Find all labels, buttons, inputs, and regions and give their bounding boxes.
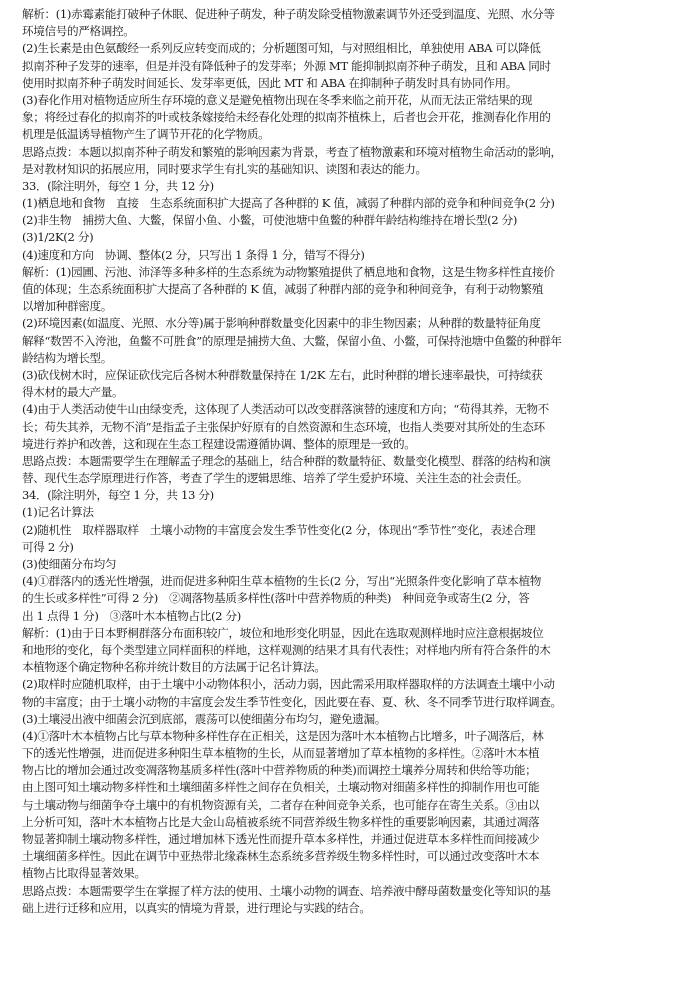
text-line: 解析：(1)由于日本野桐群落分布面积较广，坡位和地形变化明显，因此在选取观测样地时应注意根据坡位 — [22, 625, 544, 640]
text-line: (4)①落叶木本植物占比与草本物种多样性存在正相关，这是因为落叶木本植物占比增多，叶子凋落后，林 — [22, 728, 544, 743]
text-line: 以增加种群密度。 — [22, 299, 112, 314]
text-line: 与土壤动物与细菌争夺土壤中的有机物资源有关，二者存在种间竞争关系，也可能存在寄生关系。③由以 — [22, 797, 540, 812]
text-line: 本植物逐个确定物种名称并统计数目的方法属于记名计算法。 — [22, 660, 326, 675]
text-line: 龄结构为增长型。 — [22, 350, 112, 365]
text-line: 解析：(1)赤霉素能打破种子休眠、促进种子萌发，种子萌发除受植物激素调节外还受到温度、光照、水分等 — [22, 7, 555, 21]
text-line: 物的丰富度；由于土壤小动物的丰富度会发生季节性变化，因此要在春、夏、秋、冬不同季节进行取样调查。 — [22, 694, 562, 709]
text-line: 值的体现；生态系统面积扩大提高了各种群的 K 值，减弱了种群内部的竞争和种间竞争，有利于动物繁殖 — [22, 282, 543, 296]
text-line: 思路点拨：本题以拟南芥种子萌发和繁殖的影响因素为背景，考查了植物激素和环境对植物生命活动的影响， — [22, 144, 562, 159]
text-line: (3)1/2K(2 分) — [22, 230, 94, 245]
text-line: 解释“数罟不入洿池，鱼鳖不可胜食”的原理是捕捞大鱼、大鳖，保留小鱼、小鳖，可保持池塘中鱼鳖的种群年 — [22, 333, 562, 348]
text-line: 上分析可知，落叶木本植物占比是大金山岛植被系统不同营养级生物多样性的重要影响因素，其通过凋落 — [22, 814, 540, 829]
text-line: 解析：(1)园圃、污池、沛泽等多种多样的生态系统为动物繁殖提供了栖息地和食物，这是生物多样性直接价 — [22, 264, 555, 279]
text-line: (4)速度和方向 协调、整体(2 分，只写出 1 条得 1 分，错写不得分) — [22, 247, 365, 262]
text-line: (1)栖息地和食物 直接 生态系统面积扩大提高了各种群的 K 值，减弱了种群内部的竞争和种间竞争(2 分) — [22, 196, 555, 211]
text-line: 由上图可知土壤动物多样性和土壤细菌多样性之间存在负相关，土壤动物对细菌多样性的抑制作用也可能 — [22, 780, 540, 795]
answer-text-body — [22, 6, 676, 917]
text-line: 33．(除注明外，每空 1 分，共 12 分) — [22, 178, 214, 193]
text-line: (1)记名计算法 — [22, 505, 94, 520]
text-line: 土壤细菌多样性。因此在调节中亚热带北缘森林生态系统多营养级生物多样性时，可以通过改变落叶木本 — [22, 849, 540, 864]
text-line: 和地形的变化，每个类型建立同样面积的样地，这样观测的结果才具有代表性；对样地内所有符合条件的木 — [22, 642, 551, 657]
text-line: 的生长或多样性”可得 2 分) ②凋落物基质多样性(落叶中营养物质的种类) 种间竞争或寄生(2 分，答 — [22, 591, 530, 606]
text-line: (2)环境因素(如温度、光照、水分等)属于影响种群数量变化因素中的非生物因素；从种群的数量特征角度 — [22, 316, 541, 331]
text-line: (3)使细菌分布均匀 — [22, 557, 117, 571]
text-line: (2)生长素是由色氨酸经一系列反应转变而成的；分析题图可知，与对照组相比，单独使用 ABA 可以降低 — [22, 41, 541, 56]
text-line: 可得 2 分) — [22, 539, 74, 554]
text-line: 使用时拟南芥种子萌发时间延长、发芽率更低，因此 MT 和 ABA 在抑制种子萌发时具有协同作用。 — [22, 75, 517, 90]
text-line: (2)随机性 取样器取样 土壤小动物的丰富度会发生季节性变化(2 分，体现出“季节性”变化，表述合理 — [22, 522, 536, 537]
text-line: 拟南芥种子发芽的速率，但是并没有降低种子的发芽率；外源 MT 能抑制拟南芥种子萌发，且和 ABA 同时 — [22, 58, 551, 73]
text-line: (3)砍伐树木时，应保证砍伐完后各树木种群数量保持在 1/2K 左右，此时种群的增长速率最快，可持续获 — [22, 367, 543, 382]
text-line: 34．(除注明外，每空 1 分，共 13 分) — [22, 488, 214, 503]
text-line: 出 1 点得 1 分) ③落叶木本植物占比(2 分) — [22, 608, 241, 623]
text-line: (4)①群落内的透光性增强，进而促进多种阳生草本植物的生长(2 分，写出“光照条件变化影响了草本植物 — [22, 574, 541, 589]
text-line: 替、现代生态学原理进行作答，考查了学生的逻辑思维、培养了学生爱护环境、关注生态的社会责任。 — [22, 471, 528, 486]
text-line: 物显著抑制土壤动物多样性，通过增加林下透光性而提升草本多样性，并通过促进草本多样性而间接减少 — [22, 832, 540, 846]
text-line: 象；将经过春化的拟南芥的叶或枝条嫁接给未经春化处理的拟南芥植株上，后者也会开花，推测春化作用的 — [22, 110, 551, 125]
text-line: 得木材的最大产量。 — [22, 385, 124, 400]
text-line: (3)春化作用对植物适应所生存环境的意义是避免植物出现在冬季来临之前开花，从而无法正常结果的现 — [22, 92, 533, 107]
text-line: 环境信号的严格调控。 — [22, 24, 135, 39]
text-line: 机理是低温诱导植物产生了调节开花的化学物质。 — [22, 127, 270, 142]
text-line: 思路点拨：本题需要学生在理解孟子理念的基础上，结合种群的数量特征、数量变化模型、群落的结构和演 — [22, 453, 551, 468]
text-line: 长；苟失其养，无物不消”是指孟子主张保护好原有的自然资源和生态环境，也指人类要对其所处的生态环 — [22, 419, 545, 434]
text-line: 是对教材知识的拓展应用，同时要求学生有扎实的基础知识、读图和表达的能力。 — [22, 161, 427, 176]
text-line: 思路点拨：本题需要学生在掌握了样方法的使用、土壤小动物的调查、培养液中酵母菌数量变化等知识的基 — [22, 883, 551, 898]
text-line: 物占比的增加会通过改变凋落物基质多样性(落叶中营养物质的种类)而调控土壤养分周转和供给等功能； — [22, 763, 537, 778]
text-line: 础上进行迁移和应用，以真实的情境为背景，进行理论与实践的结合。 — [22, 900, 371, 915]
text-line: (2)非生物 捕捞大鱼、大鳖，保留小鱼、小鳖，可使池塘中鱼鳖的种群年龄结构维持在增长型(2 分) — [22, 213, 518, 228]
text-line: (2)取样时应随机取样，由于土壤中小动物体积小，活动力弱，因此需采用取样器取样的方法调查土壤中小动 — [22, 677, 555, 692]
text-line: 植物占比取得显著效果。 — [22, 866, 146, 881]
text-line: (4)由于人类活动使牛山由绿变秃，这体现了人类活动可以改变群落演替的速度和方向；“苟得其养，无物不 — [22, 402, 549, 417]
text-line: 境进行养护和改善，这和现在生态工程建设需遵循协调、整体的原理是一致的。 — [22, 436, 416, 451]
text-line: 下的透光性增强，进而促进多种阳生草本植物的生长，从而显著增加了草本植物的多样性。②落叶木本植 — [22, 746, 540, 761]
text-line: (3)土壤浸出液中细菌会沉到底部，震荡可以使细菌分布均匀，避免遗漏。 — [22, 711, 386, 726]
